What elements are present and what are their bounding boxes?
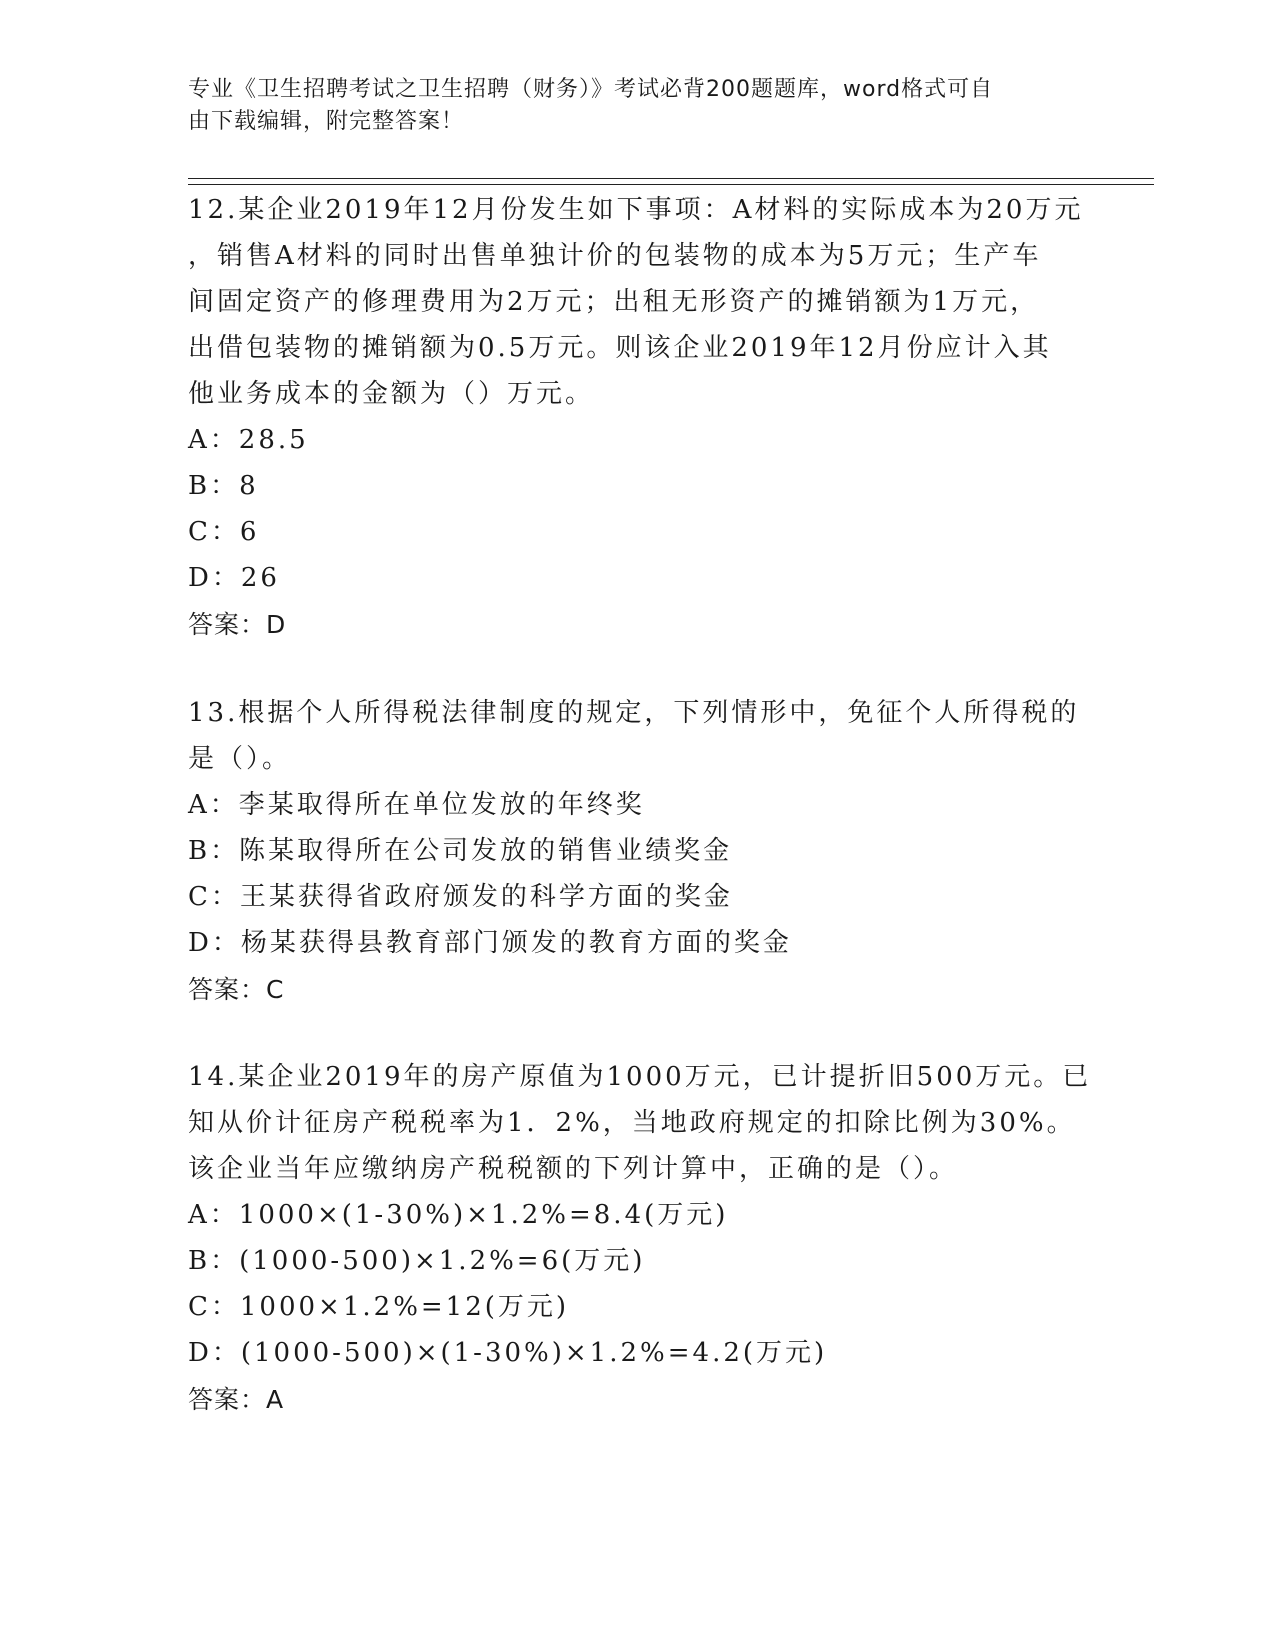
option-c: C：王某获得省政府颁发的科学方面的奖金 [188,882,733,912]
answer: 答案：C [188,975,285,1004]
header-line-1: 专业《卫生招聘考试之卫生招聘（财务）》考试必背200题题库，word格式可自 [188,77,994,102]
question-text-line: ，销售A材料的同时出售单独计价的包装物的成本为5万元；生产车 [188,241,1042,271]
question-text-line: 出借包装物的摊销额为0.5万元。则该企业2019年12月份应计入其 [188,333,1052,363]
option-d: D：(1000-500)×(1-30%)×1.2%=4.2(万元) [188,1338,828,1368]
question-13 [188,690,1088,1013]
question-text-line: 他业务成本的金额为（）万元。 [188,379,595,409]
question-text-line: 13.根据个人所得税法律制度的规定，下列情形中，免征个人所得税的 [188,698,1080,728]
document-header [188,74,1068,138]
question-text-line: 知从价计征房产税税率为1．2%，当地政府规定的扣除比例为30%。 [188,1108,1076,1138]
question-text-line: 间固定资产的修理费用为2万元；出租无形资产的摊销额为1万元， [188,287,1040,317]
question-text-line: 14.某企业2019年的房产原值为1000万元，已计提折旧500万元。已 [188,1062,1092,1092]
option-c: C：6 [188,517,260,547]
question-text-line: 该企业当年应缴纳房产税税额的下列计算中，正确的是（）。 [188,1154,959,1184]
option-b: B：8 [188,471,259,501]
option-a: A：李某取得所在单位发放的年终奖 [188,790,645,820]
option-b: B：陈某取得所在公司发放的销售业绩奖金 [188,836,733,866]
answer: 答案：D [188,610,287,639]
question-14 [188,1054,1092,1423]
question-12 [188,187,1088,648]
option-d: D：26 [188,563,280,593]
header-divider-bottom [188,184,1154,185]
header-line-2: 由下载编辑，附完整答案！ [188,109,465,134]
option-d: D：杨某获得县教育部门颁发的教育方面的奖金 [188,928,792,958]
option-b: B：(1000-500)×1.2%=6(万元) [188,1246,646,1276]
question-text-line: 12.某企业2019年12月份发生如下事项：A材料的实际成本为20万元 [188,195,1084,225]
option-a: A：28.5 [188,425,309,455]
option-c: C：1000×1.2%=12(万元) [188,1292,570,1322]
question-text-line: 是（）。 [188,744,292,774]
answer: 答案：A [188,1385,285,1414]
header-divider-top [188,178,1154,179]
option-a: A：1000×(1-30%)×1.2%=8.4(万元) [188,1200,729,1230]
